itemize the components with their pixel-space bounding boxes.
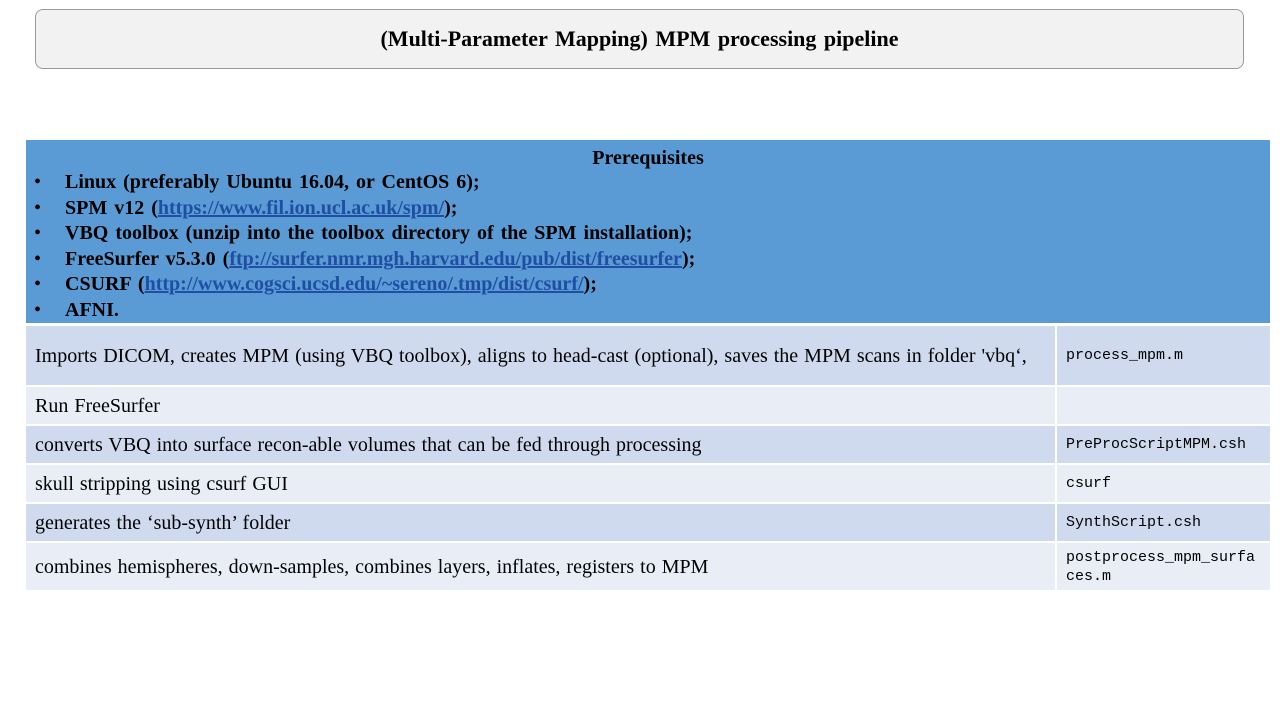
prerequisite-text: FreeSurfer v5.3.0 ( xyxy=(65,247,230,270)
step-description: Imports DICOM, creates MPM (using VBQ toolbox), aligns to head-cast (optional), saves the MPM scans in folder 'vbq‘, xyxy=(26,326,1057,385)
step-description: converts VBQ into surface recon-able volumes that can be fed through processing xyxy=(26,426,1057,463)
prerequisite-text: Linux (preferably Ubuntu 16.04, or CentOS 6); xyxy=(65,171,480,193)
prerequisite-text: AFNI. xyxy=(65,298,119,321)
step-script: csurf xyxy=(1066,475,1112,492)
step-script: postprocess_mpm_surfaces.m xyxy=(1066,548,1256,585)
bullet-icon: • xyxy=(34,247,42,270)
prerequisite-item-afni xyxy=(26,298,1270,324)
table-row xyxy=(26,387,1270,426)
prerequisite-text: CSURF ( xyxy=(65,273,145,296)
prerequisite-text-end: ); xyxy=(681,247,696,270)
step-description: generates the ‘sub-synth’ folder xyxy=(26,504,1057,541)
bullet-icon: • xyxy=(34,171,42,193)
prerequisites-list xyxy=(26,170,1270,324)
table-row xyxy=(26,326,1270,387)
table-row xyxy=(26,426,1270,465)
prerequisite-item-csurf xyxy=(26,272,1270,298)
table-row xyxy=(26,543,1270,590)
slide-title: (Multi-Parameter Mapping) MPM processing pipeline xyxy=(380,26,899,51)
step-script xyxy=(1057,387,1270,424)
prerequisite-item-spm xyxy=(26,196,1270,222)
prerequisite-item-linux xyxy=(26,170,1270,196)
prerequisite-text-end: ); xyxy=(444,196,458,219)
csurf-link[interactable]: http://www.cogsci.ucsd.edu/~sereno/.tmp/dist/csurf/ xyxy=(144,273,584,296)
step-description: Run FreeSurfer xyxy=(26,387,1057,424)
prerequisite-item-freesurfer xyxy=(26,247,1270,273)
prerequisites-heading: Prerequisites xyxy=(592,147,704,169)
bullet-icon: • xyxy=(34,222,42,245)
pipeline-table xyxy=(26,140,1270,590)
step-script: SynthScript.csh xyxy=(1066,514,1202,531)
slide-title-box xyxy=(35,9,1244,69)
prerequisites-section xyxy=(26,140,1270,326)
spm-link[interactable]: https://www.fil.ion.ucl.ac.uk/spm/ xyxy=(157,196,445,219)
prerequisite-text: SPM v12 ( xyxy=(65,196,158,219)
table-row xyxy=(26,504,1270,543)
prerequisite-text-end: ); xyxy=(583,273,597,296)
step-description: skull stripping using csurf GUI xyxy=(26,465,1057,502)
table-row xyxy=(26,465,1270,504)
freesurfer-link[interactable]: ftp://surfer.nmr.mgh.harvard.edu/pub/dist/freesurfer xyxy=(229,247,682,270)
bullet-icon: • xyxy=(34,273,42,296)
step-script: process_mpm.m xyxy=(1066,347,1184,364)
prerequisite-text: VBQ toolbox (unzip into the toolbox directory of the SPM installation); xyxy=(65,222,693,245)
step-script: PreProcScriptMPM.csh xyxy=(1066,436,1247,453)
bullet-icon: • xyxy=(34,298,42,321)
step-description: combines hemispheres, down-samples, combines layers, inflates, registers to MPM xyxy=(26,543,1057,590)
prerequisite-item-vbq xyxy=(26,221,1270,247)
bullet-icon: • xyxy=(34,196,42,219)
